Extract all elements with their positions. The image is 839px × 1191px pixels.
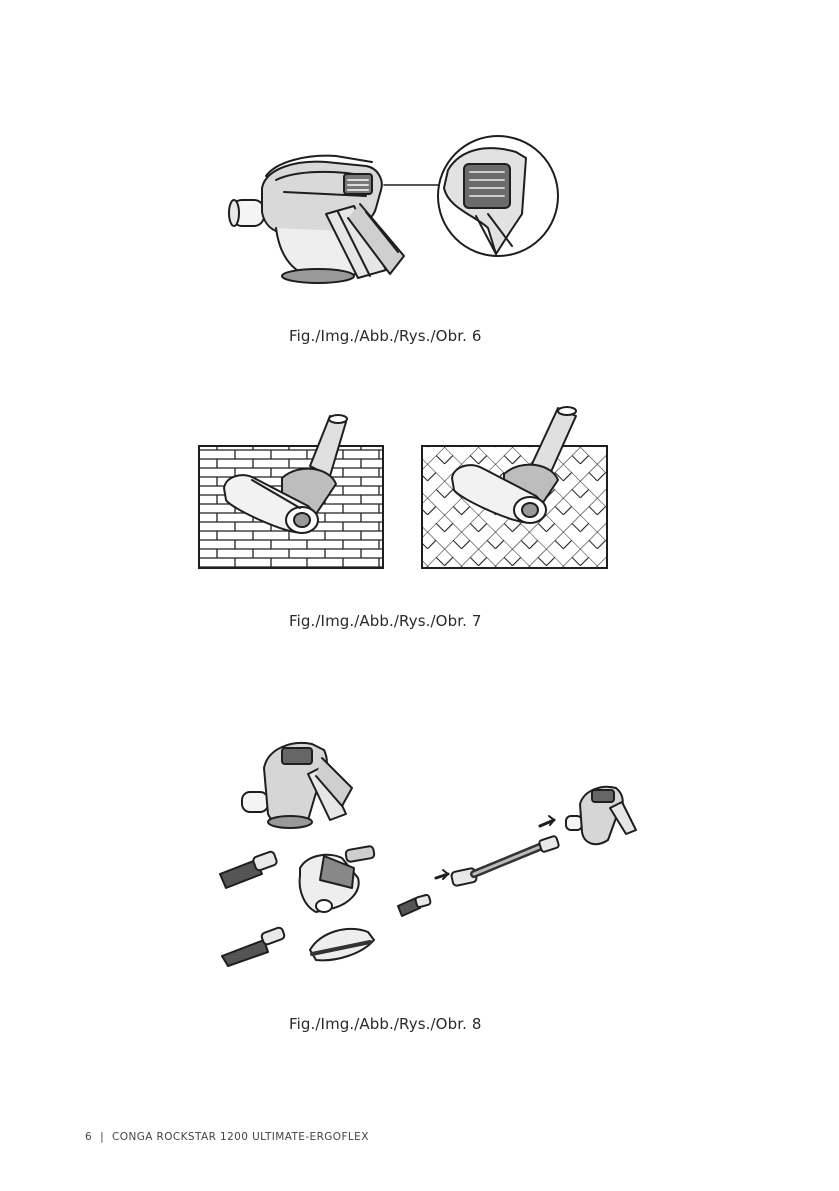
figure-6-illustration: [226, 128, 566, 293]
footer-separator: |: [100, 1131, 105, 1143]
dusting-brush: [310, 929, 374, 960]
crevice-tool: [222, 927, 285, 966]
handheld-unit: [242, 743, 352, 828]
assembly: [398, 787, 636, 916]
figure-7-caption: Fig./Img./Abb./Rys./Obr. 7: [289, 612, 482, 630]
figure-8-illustration: [212, 728, 642, 973]
product-name: CONGA ROCKSTAR 1200 ULTIMATE-ERGOFLEX: [112, 1131, 369, 1143]
figure-7-illustration: [190, 396, 620, 576]
brush-tool: [220, 851, 278, 888]
page-footer: [85, 1131, 369, 1143]
figure-8-caption: Fig./Img./Abb./Rys./Obr. 8: [289, 1015, 482, 1033]
floor-brush: [300, 846, 375, 912]
figure-6-caption: Fig./Img./Abb./Rys./Obr. 6: [289, 327, 482, 345]
page-number: 6: [85, 1131, 93, 1143]
